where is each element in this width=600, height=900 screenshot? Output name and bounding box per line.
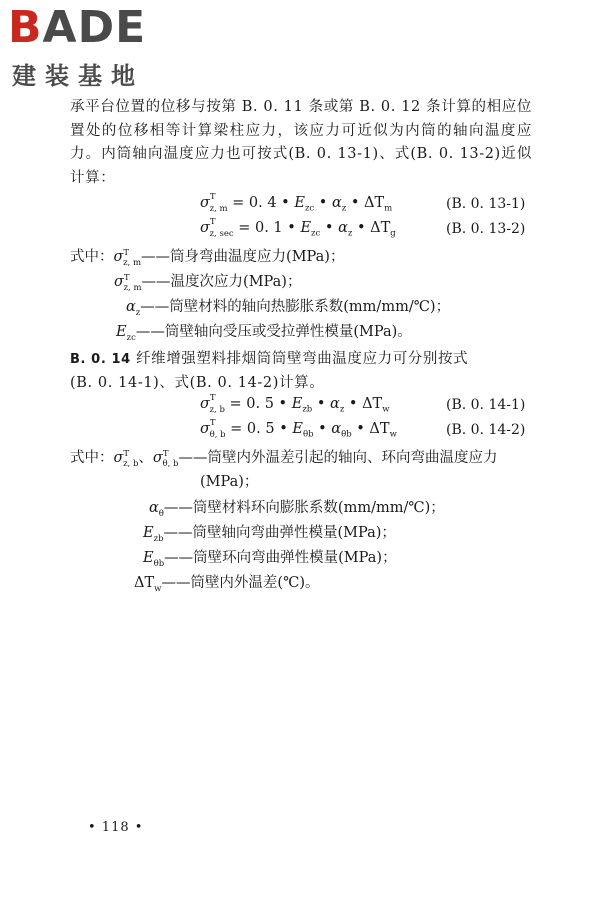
where2-item-1: 式中：$\sigma^T_{z, b}$、$\sigma^T_{\theta, b}——$筒壁内外温差引起的轴向、环向弯曲温度应力 [70, 449, 498, 469]
logo-wordmark [8, 4, 146, 52]
where2-item-5: $\Delta T_w——$筒壁内外温差(℃)。 [134, 575, 320, 594]
equation-b013-2: $\sigma^T_{z, sec} = 0$. 1 • $E_{zc}$ • $\alpha_z$ • $\Delta T_g$ [200, 217, 396, 239]
clause-b014: B. 0. 14 纤维增强塑料排烟筒筒壁弯曲温度应力可分别按式 [70, 351, 469, 367]
clause-number: B. 0. 14 [70, 352, 131, 367]
where2-item-4: $E_{\theta b}——$筒壁环向弯曲弹性模量(MPa)； [143, 550, 397, 569]
equation-b013-1: $\sigma^T_{z, m} = 0$. 4 • $E_{zc}$ • $\alpha_z$ • $\Delta T_m$ [200, 192, 393, 214]
page-number: • 118 • [88, 820, 144, 835]
where2-item-2: $\alpha_\theta——$筒壁材料环向膨胀系数(mm/mm/℃)； [149, 500, 445, 519]
where-item-3: $\alpha_z——$筒壁材料的轴向热膨胀系数(mm/mm/℃)； [126, 299, 451, 318]
equation-number-b013-2: (B. 0. 13-2) [446, 221, 526, 237]
equation-b014-1: $\sigma^T_{z, b} = 0$. 5 • $E_{zb}$ • $\alpha_z$ • $\Delta T_w$ [200, 393, 390, 415]
where2-item-1-cont: (MPa)； [200, 474, 259, 490]
where-item-4: $E_{zc}——$筒壁轴向受压或受拉弹性模量(MPa)。 [116, 324, 412, 343]
bade-logo [8, 4, 178, 90]
logo-letter-b: B [8, 2, 43, 53]
equation-b014-2: $\sigma^T_{\theta, b} = 0$. 5 • $E_{\theta b}$ • $\alpha_{\theta b}$ • $\Delta T_w$ [200, 418, 397, 440]
clause-b014-line2: (B. 0. 14-1)、式(B. 0. 14-2)计算。 [70, 375, 325, 391]
logo-subtitle: 建装基地 [12, 62, 144, 90]
equation-number-b014-1: (B. 0. 14-1) [446, 397, 526, 413]
equation-number-b013-1: (B. 0. 13-1) [446, 196, 526, 212]
where2-item-3: $E_{zb}——$筒壁轴向弯曲弹性模量(MPa)； [143, 525, 396, 544]
where-item-2: $\sigma^T_{z, m}——$温度次应力(MPa)； [114, 273, 302, 293]
logo-letters-ade: ADE [42, 2, 147, 53]
where-item-1: 式中：$\sigma^T_{z, m}——$筒身弯曲温度应力(MPa)； [70, 248, 345, 268]
paragraph-b013-continued: 承平台位置的位移与按第 B. 0. 11 条或第 B. 0. 12 条计算的相应位置处的位移相等计算梁柱应力，该应力可近似为内筒的轴向温度应力。内筒轴向温度应力也可按式(B. 0. 13-1)、式(B. 0. 13-2)近似计算： [70, 99, 532, 186]
equation-number-b014-2: (B. 0. 14-2) [446, 422, 526, 438]
